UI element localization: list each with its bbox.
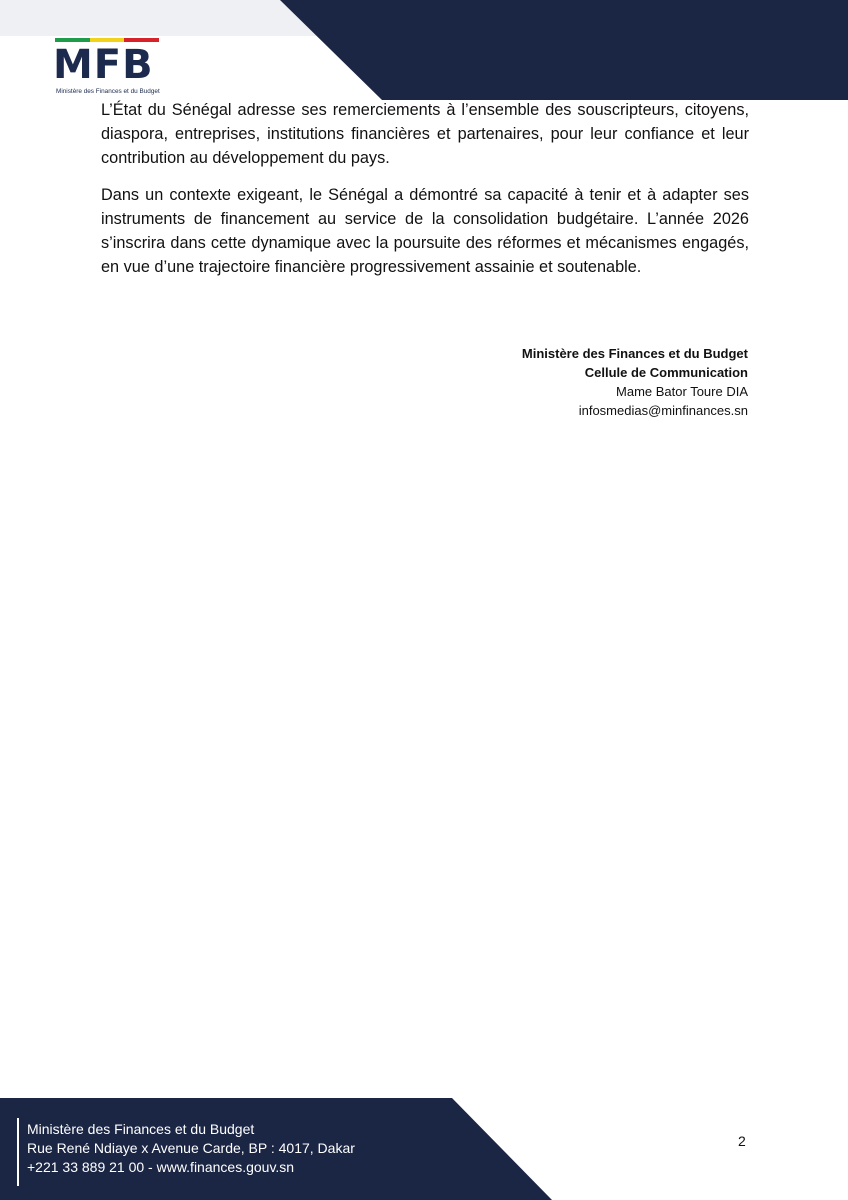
signature-block [522,344,748,420]
body-paragraph: Dans un contexte exigeant, le Sénégal a démontré sa capacité à tenir et à adapter ses instruments de financement au service de la consolidation budgétaire. L’année 2026 s’inscrira dans cette dynamique avec la poursuite des réformes et mécanismes engagés, en vue d’une trajectoire financière progressivement assainie et soutenable. [101,186,749,276]
footer-phone-website: +221 33 889 21 00 - www.finances.gouv.sn [27,1159,295,1175]
footer-divider [17,1118,19,1186]
logo-subtitle: Ministère des Finances et du Budget [56,88,160,95]
body-paragraph: L’État du Sénégal adresse ses remerciements à l’ensemble des souscripteurs, citoyens, diaspora, entreprises, institutions financières et partenaires, pour leur confiance et leur contribution au développement du pays. [101,101,749,167]
signature-organization: Ministère des Finances et du Budget [521,346,748,361]
logo-wordmark: MFB [53,42,154,88]
page-number: 2 [738,1133,746,1149]
body-text [101,98,749,292]
footer-address: Rue René Ndiaye x Avenue Carde, BP : 4017, Dakar [27,1140,355,1156]
signature-email: infosmedias@minfinances.sn [578,403,748,418]
footer-contact [27,1120,355,1177]
signature-name: Mame Bator Toure DIA [616,384,748,399]
mfb-logo [55,38,165,100]
signature-department: Cellule de Communication [584,365,748,380]
footer-ministry: Ministère des Finances et du Budget [27,1121,255,1137]
